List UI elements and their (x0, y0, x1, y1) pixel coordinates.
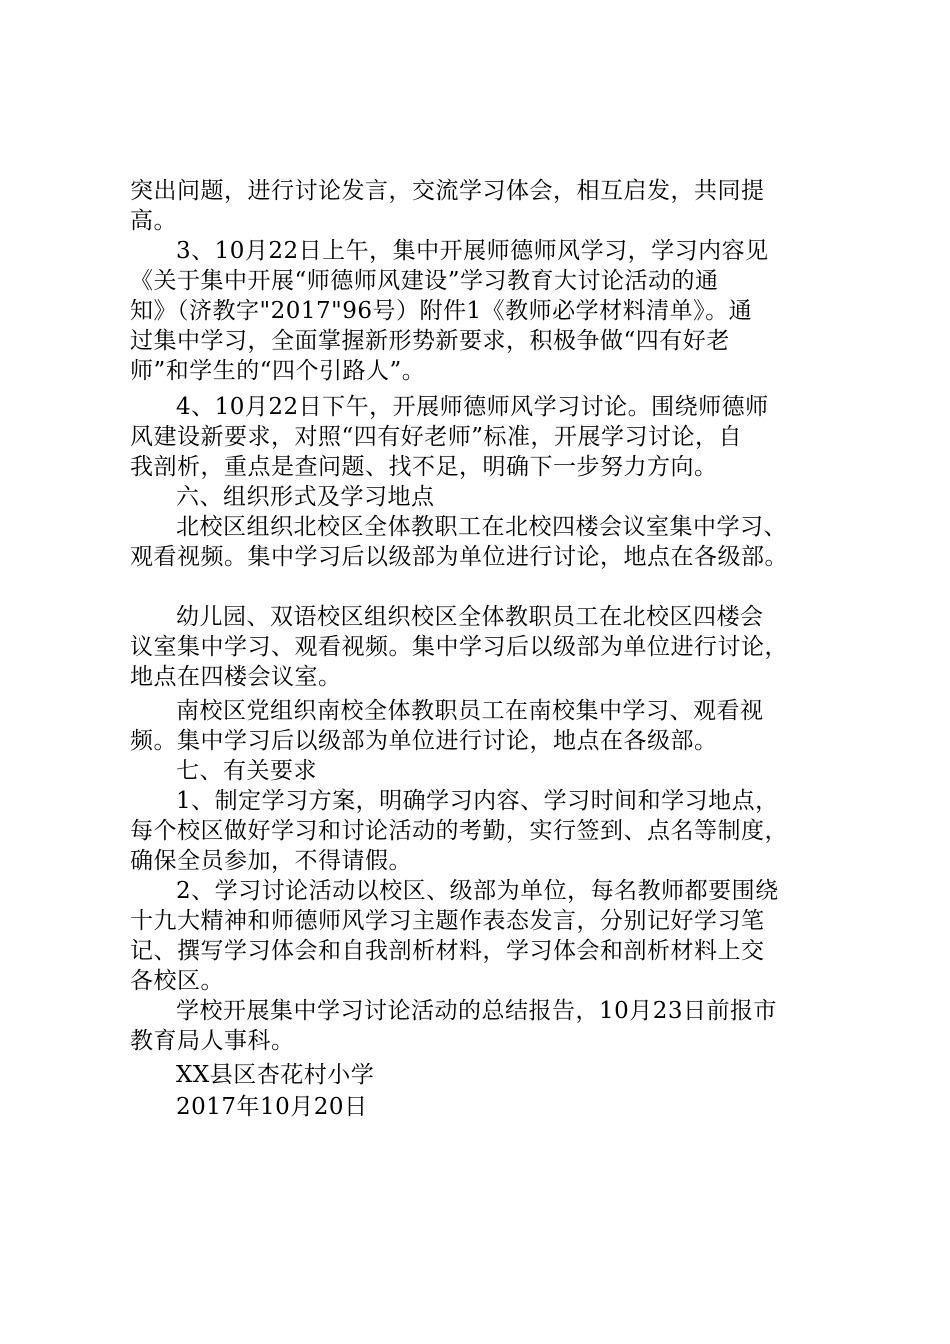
paragraph-line: 《关于集中开展“师德师风建设”学习教育大讨论活动的通 (130, 268, 719, 294)
paragraph-line: 1、制定学习方案，明确学习内容、学习时间和学习地点， (176, 788, 779, 814)
paragraph-line: 学校开展集中学习讨论活动的总结报告，10月23日前报市 (176, 998, 778, 1024)
paragraph-line: 十九大精神和师德师风学习主题作表态发言，分别记好学习笔 (130, 908, 765, 934)
paragraph-line: 幼儿园、双语校区组织校区全体教职员工在北校区四楼会 (176, 604, 764, 630)
paragraph-line: 南校区党组织南校全体教职员工在南校集中学习、观看视 (176, 698, 764, 724)
paragraph-line: 频。集中学习后以级部为单位进行讨论，地点在各级部。 (130, 728, 718, 754)
section-heading: 七、有关要求 (176, 758, 317, 784)
paragraph-line: 各校区。 (130, 968, 224, 994)
paragraph-line: 地点在四楼会议室。 (130, 664, 342, 690)
paragraph-line: 风建设新要求，对照“四有好老师”标准，开展学习讨论，自 (130, 424, 743, 450)
paragraph-line: 突出问题，进行讨论发言，交流学习体会，相互启发，共同提 (130, 178, 765, 204)
paragraph-line: 记、撰写学习体会和自我剖析材料，学习体会和剖析材料上交 (130, 938, 765, 964)
paragraph-line: 过集中学习，全面掌握新形势新要求，积极争做“四有好老 (130, 328, 730, 354)
paragraph-line: 2、学习讨论活动以校区、级部为单位，每名教师都要围绕 (176, 878, 779, 904)
paragraph-line: 确保全员参加，不得请假。 (130, 848, 412, 874)
paragraph-line: 每个校区做好学习和讨论活动的考勤，实行签到、点名等制度， (130, 818, 788, 844)
paragraph-line: 北校区组织北校区全体教职工在北校四楼会议室集中学习、 (176, 514, 787, 540)
paragraph-line: 知》（济教字"2017"96号）附件1《教师必学材料清单》。通 (130, 298, 753, 324)
paragraph-line: 师”和学生的“四个引路人”。 (130, 358, 426, 384)
paragraph-line: 观看视频。集中学习后以级部为单位进行讨论，地点在各级部。 (130, 544, 788, 570)
paragraph-line: 4、10月22日下午，开展师德师风学习讨论。围绕师德师 (176, 394, 769, 420)
paragraph-line: 我剖析，重点是查问题、找不足，明确下一步努力方向。 (130, 454, 718, 480)
paragraph-line: 3、10月22日上午，集中开展师德师风学习，学习内容见 (176, 238, 769, 264)
section-heading: 六、组织形式及学习地点 (176, 484, 435, 510)
paragraph-line: 教育局人事科。 (130, 1028, 295, 1054)
signature-date: 2017年10月20日 (176, 1094, 368, 1120)
paragraph-line: 高。 (130, 208, 177, 234)
paragraph-line: 议室集中学习、观看视频。集中学习后以级部为单位进行讨论， (130, 634, 788, 660)
signature-organization: XX县区杏花村小学 (176, 1062, 375, 1088)
